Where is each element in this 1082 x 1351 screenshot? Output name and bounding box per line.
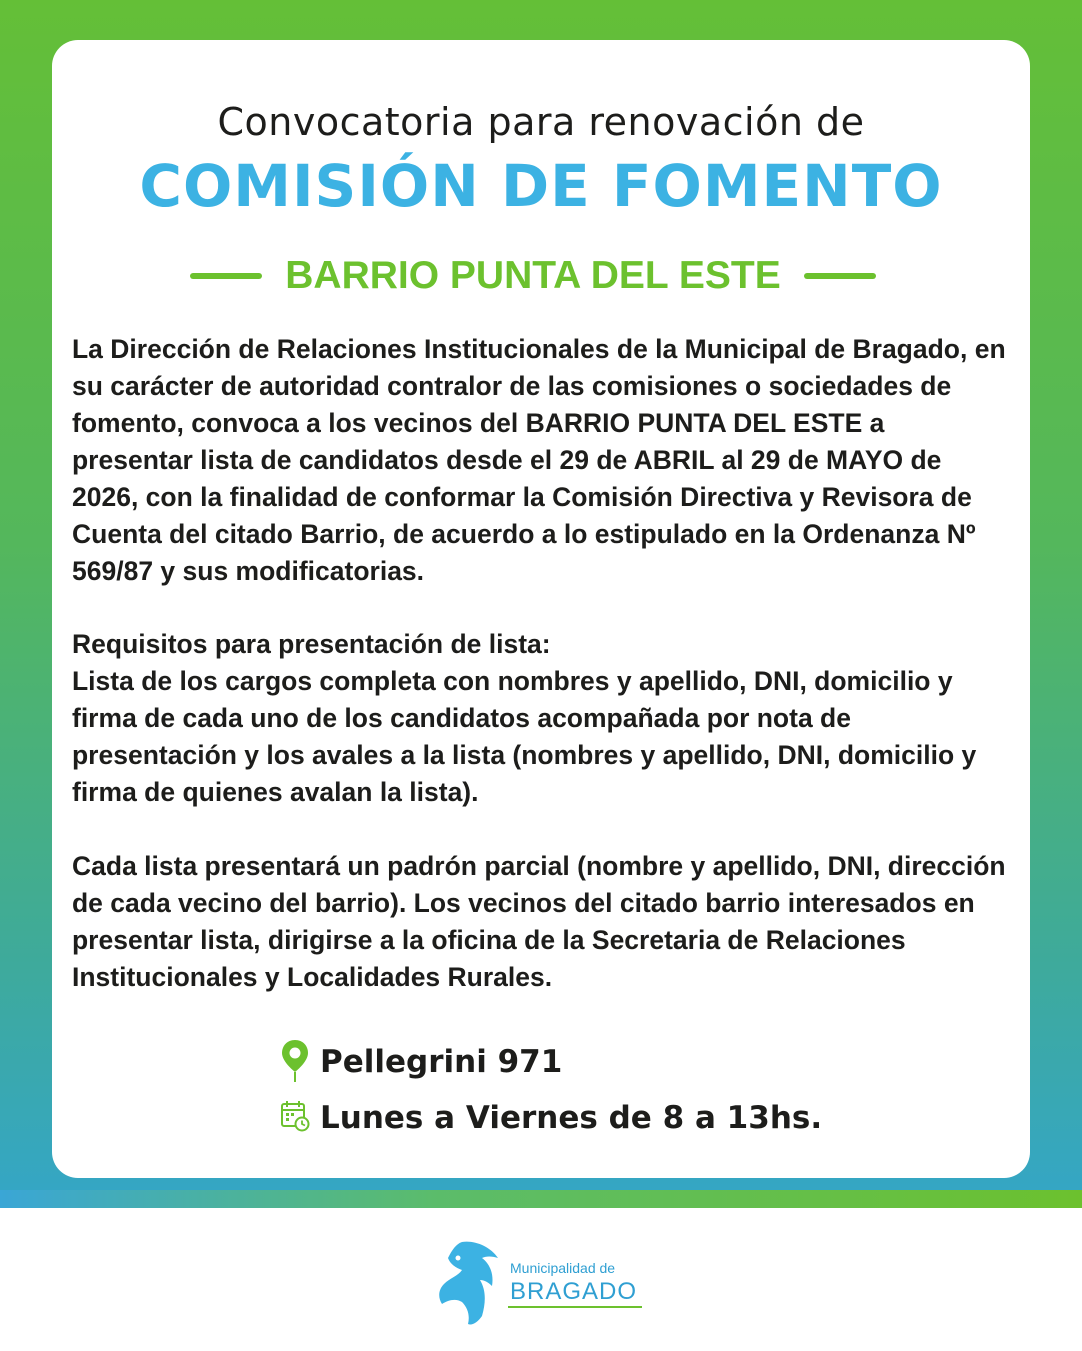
- schedule-row: [280, 1096, 822, 1140]
- logo-text-top: Municipalidad de: [510, 1260, 616, 1276]
- announcement-title: COMISIÓN DE FOMENTO: [139, 152, 943, 220]
- municipality-logo: [432, 1238, 652, 1328]
- schedule-text: Lunes a Viernes de 8 a 13hs.: [320, 1100, 823, 1136]
- requirements-paragraph: Lista de los cargos completa con nombres y apellido, DNI, domicilio y firma de cada uno de los candidatos acompañada por nota de presentación y los avales a la lista (nombres y apellido, DNI, domicilio y firma de quienes avalan la lista).: [72, 666, 977, 807]
- intro-paragraph: La Dirección de Relaciones Institucionales de la Municipal de Bragado, en su carácter de autoridad contralor de las comisiones o sociedades de fomento, convoca a los vecinos del BARRIO PUNTA DEL ESTE a presentar lista de candidatos desde el 29 de ABRIL al 29 de MAYO de 2026, con la finalidad de conformar la Comisión Directiva y Revisora de Cuenta del citado Barrio, de acuerdo a lo estipulado en la Ordenanza Nº 569/87 y sus modificatorias.: [72, 334, 1006, 586]
- neighborhood-heading: [190, 252, 876, 300]
- neighborhood-name: BARRIO PUNTA DEL ESTE: [285, 254, 781, 297]
- right-divider: [804, 273, 876, 279]
- instructions-paragraph: Cada lista presentará un padrón parcial (nombre y apellido, DNI, dirección de cada vecino del barrio). Los vecinos del citado barrio interesados en presentar lista, dirigirse a la oficina de la Secretaria de Relaciones Institucionales y Localidades Rurales.: [72, 851, 1006, 992]
- logo-underline: [508, 1306, 642, 1308]
- address-text: Pellegrini 971: [320, 1044, 563, 1080]
- announcement-subtitle: Convocatoria para renovación de: [217, 100, 865, 144]
- logo-text-bottom: BRAGADO: [510, 1278, 638, 1305]
- contact-info: [280, 1040, 822, 1140]
- location-pin-icon: [280, 1038, 310, 1087]
- requirements-title: Requisitos para presentación de lista:: [72, 629, 551, 659]
- left-divider: [190, 273, 262, 279]
- calendar-clock-icon: [280, 1099, 310, 1138]
- address-row: [280, 1040, 822, 1084]
- gradient-strip: [0, 1190, 1082, 1208]
